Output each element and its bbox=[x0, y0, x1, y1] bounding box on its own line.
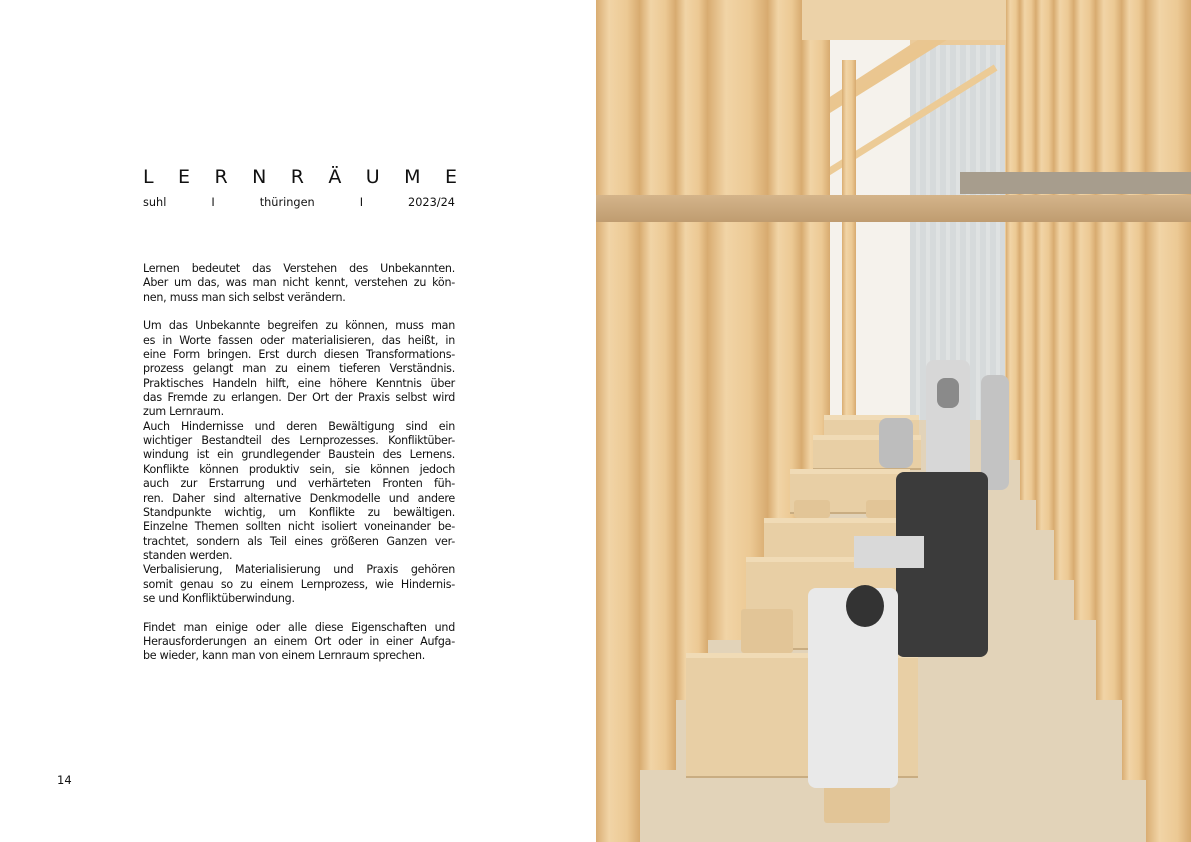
person-walking bbox=[981, 375, 1009, 490]
title-letter: E bbox=[444, 166, 457, 188]
wood-post bbox=[842, 60, 856, 440]
text-line: Aber um das, was man nicht kennt, verstehen zu kön- bbox=[143, 276, 455, 290]
separator: I bbox=[211, 196, 215, 209]
wood-post bbox=[1096, 0, 1122, 700]
horizontal-beam bbox=[596, 195, 1191, 222]
wood-post bbox=[640, 0, 676, 770]
body-text bbox=[143, 262, 455, 664]
text-line: es in Worte fassen oder materialisieren, das heißt, in bbox=[143, 333, 455, 347]
text-line: Findet man einige oder alle diese Eigenschaften und bbox=[143, 620, 455, 634]
stool bbox=[741, 609, 793, 653]
title-letter: L bbox=[143, 166, 154, 188]
title-letter: R bbox=[214, 166, 228, 188]
wood-post bbox=[1122, 0, 1146, 780]
shelf bbox=[960, 172, 1191, 194]
text-line: Verbalisierung, Materialisierung und Praxis gehören bbox=[143, 563, 455, 577]
wood-post bbox=[1036, 0, 1054, 530]
hair bbox=[846, 585, 884, 627]
paragraph-gap bbox=[143, 305, 455, 319]
page-title bbox=[143, 166, 457, 188]
text-line: se und Konfliktüberwindung. bbox=[143, 591, 295, 605]
text-line: eine Form bringen. Erst durch diesen Transformations- bbox=[143, 348, 455, 362]
semester: 2023/24 bbox=[408, 196, 455, 209]
person-sitting bbox=[879, 418, 913, 468]
text-line: windung ist ein grundlegender Baustein des Lernens. bbox=[143, 448, 455, 462]
text-line: Konflikte können produktiv sein, sie können jedoch bbox=[143, 462, 455, 476]
title-letter: M bbox=[404, 166, 421, 188]
text-line: Praktisches Handeln hilft, eine höhere Kenntnis über bbox=[143, 376, 455, 390]
text-line: ren. Daher sind alternative Denkmodelle und andere bbox=[143, 491, 455, 505]
backpack bbox=[937, 378, 959, 408]
wood-post bbox=[708, 0, 768, 640]
text-line: Auch Hindernisse und deren Bewältigung sind ein bbox=[143, 419, 455, 433]
paragraph-gap bbox=[143, 606, 455, 620]
text-line: be wieder, kann man von einem Lernraum sprechen. bbox=[143, 649, 426, 663]
location-state: thüringen bbox=[259, 196, 315, 209]
wood-post bbox=[596, 0, 640, 842]
wood-post bbox=[1146, 0, 1191, 842]
page-number: 14 bbox=[57, 773, 72, 787]
text-line: Standpunkte wichtig, um Konflikte zu bewältigen. bbox=[143, 505, 455, 519]
text-line: Einzelne Themen sollten nicht isoliert voneinander be- bbox=[143, 520, 455, 534]
title-letter: U bbox=[365, 166, 380, 188]
text-line: Herausforderungen an einem Ort oder in einer Aufga- bbox=[143, 634, 455, 648]
text-line: trachtet, sondern als Teil eines größeren Ganzen ver- bbox=[143, 534, 455, 548]
subtitle bbox=[143, 196, 455, 209]
text-line: prozess gelangt man zu einem tieferen Verständnis. bbox=[143, 362, 455, 376]
title-letter: Ä bbox=[328, 166, 342, 188]
text-line: Um das Unbekannte begreifen zu können, muss man bbox=[143, 319, 455, 333]
laptop bbox=[854, 536, 924, 568]
text-line: wichtiger Bestandteil des Lernprozesses. Konfliktüber- bbox=[143, 434, 455, 448]
text-line: nen, muss man sich selbst verändern. bbox=[143, 290, 346, 304]
stool bbox=[794, 500, 830, 518]
wood-post bbox=[676, 0, 708, 700]
title-letter: E bbox=[178, 166, 191, 188]
architecture-rendering-image bbox=[596, 0, 1191, 842]
title-letter: N bbox=[252, 166, 267, 188]
text-line: standen werden. bbox=[143, 548, 233, 562]
text-line: zum Lernraum. bbox=[143, 405, 224, 419]
title-letter: R bbox=[290, 166, 304, 188]
separator: I bbox=[359, 196, 364, 209]
wood-post bbox=[1020, 0, 1036, 500]
wood-post bbox=[1054, 0, 1074, 580]
text-line: das Fremde zu erlangen. Der Ort der Praxis selbst wird bbox=[143, 391, 455, 405]
text-line: Lernen bedeutet das Verstehen des Unbekannten. bbox=[143, 262, 455, 275]
location-city: suhl bbox=[143, 196, 167, 209]
wood-post bbox=[1074, 0, 1096, 620]
text-line: auch zur Erstarrung und verhärteten Fronten füh- bbox=[143, 477, 455, 491]
text-line: somit genau so zu einem Lernprozess, wie Hindernis- bbox=[143, 577, 455, 591]
